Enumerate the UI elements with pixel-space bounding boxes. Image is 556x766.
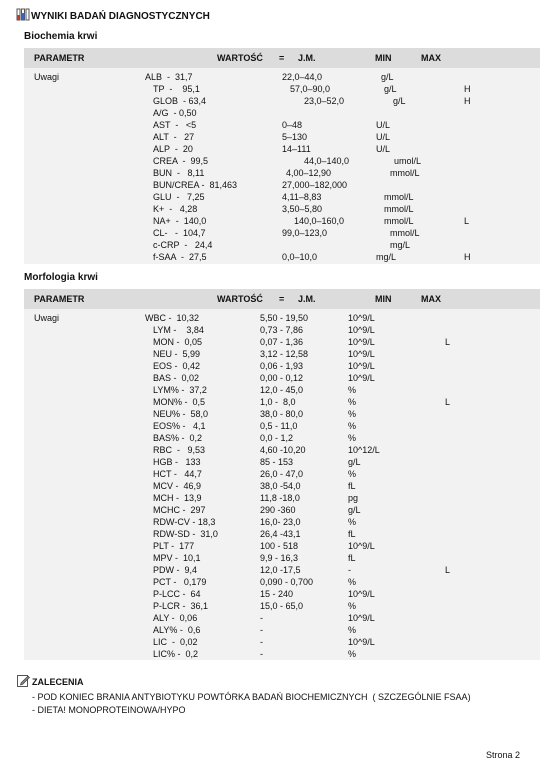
result-value: ALY - 0,06 <box>153 613 198 623</box>
result-unit: % <box>348 469 357 479</box>
section-title-biochemistry: Biochemia krwi <box>24 31 98 42</box>
result-unit: umol/L <box>394 156 422 166</box>
col-min: MIN <box>375 53 392 63</box>
result-value: BUN - 8,11 <box>153 168 205 178</box>
result-unit: mg/L <box>376 252 397 262</box>
reference-range: 290 -360 <box>260 505 296 515</box>
reference-range: 85 - 153 <box>260 457 294 467</box>
reference-range: 57,0–90,0 <box>290 84 331 94</box>
result-flag: H <box>464 252 471 262</box>
reference-range: 0,73 - 7,86 <box>260 325 304 335</box>
result-unit: % <box>348 517 357 527</box>
result-value: BAS - 0,02 <box>153 373 200 383</box>
result-value: LYM - 3,84 <box>153 325 204 335</box>
result-unit: 10^9/L <box>348 313 375 323</box>
result-unit: mg/L <box>390 240 411 250</box>
result-unit: 10^9/L <box>348 349 375 359</box>
result-unit: % <box>348 625 357 635</box>
col-value: WARTOŚĆ <box>217 294 263 304</box>
result-value: TP - 95,1 <box>153 84 200 94</box>
result-unit: g/L <box>381 72 394 82</box>
result-unit: g/L <box>393 96 406 106</box>
reference-range: 0–48 <box>282 120 303 130</box>
result-unit: 10^9/L <box>348 613 375 623</box>
reference-range: 5,50 - 19,50 <box>260 313 309 323</box>
result-unit: fL <box>348 553 356 563</box>
result-unit: U/L <box>376 132 391 142</box>
col-eq: = <box>279 53 285 63</box>
result-unit: % <box>348 577 357 587</box>
result-value: MCHC - 297 <box>153 505 206 515</box>
result-value: EOS - 0,42 <box>153 361 201 371</box>
result-value: c-CRP - 24,4 <box>153 240 213 250</box>
page-title: WYNIKI BADAŃ DIAGNOSTYCZNYCH <box>31 11 210 22</box>
result-unit: 10^12/L <box>348 445 380 455</box>
result-unit: 10^9/L <box>348 589 375 599</box>
reference-range: 4,60 -10,20 <box>260 445 306 455</box>
result-flag: H <box>464 96 471 106</box>
result-value: NEU - 5,99 <box>153 349 201 359</box>
result-value: HCT - 44,7 <box>153 469 202 479</box>
reference-range: 1,0 - 8,0 <box>260 397 296 407</box>
reference-range: 3,50–5,80 <box>282 204 323 214</box>
result-value: ALB - 31,7 <box>145 72 193 82</box>
result-value: GLOB - 63,4 <box>153 96 207 106</box>
result-value: EOS% - 4,1 <box>153 421 206 431</box>
result-unit: % <box>348 601 357 611</box>
result-unit: - <box>348 565 351 575</box>
reference-range: - <box>260 625 263 635</box>
col-value: WARTOŚĆ <box>217 53 263 63</box>
col-unit: J.M. <box>298 294 316 304</box>
result-value: BAS% - 0,2 <box>153 433 203 443</box>
result-value: CREA - 99,5 <box>153 156 209 166</box>
result-value: ALY% - 0,6 <box>153 625 201 635</box>
reference-range: 0,090 - 0,700 <box>260 577 314 587</box>
result-flag: L <box>445 337 451 347</box>
col-param: PARAMETR <box>34 53 85 63</box>
result-unit: mmol/L <box>390 168 420 178</box>
reference-range: 15 - 240 <box>260 589 294 599</box>
page-number: Strona 2 <box>486 750 521 760</box>
result-value: BUN/CREA - 81,463 <box>153 180 238 190</box>
result-flag: L <box>464 216 470 226</box>
result-value: MPV - 10,1 <box>153 553 201 563</box>
result-unit: U/L <box>376 144 391 154</box>
reference-range: 4,11–8,83 <box>282 192 322 202</box>
reference-range: 140,0–160,0 <box>294 216 345 226</box>
result-unit: 10^9/L <box>348 373 375 383</box>
reference-range: 12,0 - 45,0 <box>260 385 304 395</box>
col-max: MAX <box>421 294 441 304</box>
reference-range: - <box>260 637 263 647</box>
table-header-biochemistry <box>24 48 540 68</box>
result-unit: 10^9/L <box>348 637 375 647</box>
reference-range: 15,0 - 65,0 <box>260 601 304 611</box>
recommendation-line: - DIETA! MONOPROTEINOWA/HYPO <box>32 705 186 715</box>
reference-range: 11,8 -18,0 <box>260 493 300 503</box>
reference-range: 0,0 - 1,2 <box>260 433 294 443</box>
reference-range: 0,00 - 0,12 <box>260 373 304 383</box>
reference-range: 16,0- 23,0 <box>260 517 301 527</box>
result-unit: 10^9/L <box>348 337 375 347</box>
result-value: ALT - 27 <box>153 132 195 142</box>
section-title-morphology: Morfologia krwi <box>24 272 98 283</box>
result-value: K+ - 4,28 <box>153 204 198 214</box>
lab-tubes-icon <box>16 8 30 27</box>
remarks-label: Uwagi <box>34 313 60 323</box>
col-param: PARAMETR <box>34 294 85 304</box>
result-value: f-SAA - 27,5 <box>153 252 207 262</box>
reference-range: 22,0–44,0 <box>282 72 323 82</box>
result-value: P-LCC - 64 <box>153 589 201 599</box>
reference-range: 14–111 <box>282 144 311 154</box>
result-unit: pg <box>348 493 359 503</box>
result-unit: % <box>348 409 357 419</box>
result-unit: U/L <box>376 120 391 130</box>
result-value: NA+ - 140,0 <box>153 216 207 226</box>
reference-range: 0,5 - 11,0 <box>260 421 298 431</box>
result-value: LYM% - 37,2 <box>153 385 207 395</box>
result-unit: fL <box>348 529 356 539</box>
remarks-label: Uwagi <box>34 72 60 82</box>
result-flag: L <box>445 397 451 407</box>
result-value: GLU - 7,25 <box>153 192 205 202</box>
reference-range: 44,0–140,0 <box>304 156 350 166</box>
result-unit: 10^9/L <box>348 541 375 551</box>
result-unit: % <box>348 397 357 407</box>
reference-range: 38,0 - 80,0 <box>260 409 304 419</box>
result-unit: mmol/L <box>384 192 414 202</box>
result-value: HGB - 133 <box>153 457 201 467</box>
result-unit: % <box>348 649 357 659</box>
result-value: RDW-CV - 18,3 <box>153 517 216 527</box>
result-unit: 10^9/L <box>348 325 375 335</box>
result-value: MCH - 13,9 <box>153 493 202 503</box>
reference-range: 23,0–52,0 <box>304 96 345 106</box>
col-min: MIN <box>375 294 392 304</box>
result-value: PDW - 9,4 <box>153 565 198 575</box>
reference-range: - <box>260 649 263 659</box>
reference-range: 0,0–10,0 <box>282 252 318 262</box>
result-value: NEU% - 58,0 <box>153 409 209 419</box>
result-value: AST - <5 <box>153 120 197 130</box>
result-value: RDW-SD - 31,0 <box>153 529 218 539</box>
pencil-note-icon <box>17 674 30 692</box>
recommendation-line: - POD KONIEC BRANIA ANTYBIOTYKU POWTÓRKA BADAŃ BIOCHEMICZNYCH ( SZCZEGÓLNIE FSAA) <box>32 692 471 702</box>
result-value: ALP - 20 <box>153 144 193 154</box>
recommendations-title: ZALECENIA <box>32 677 84 687</box>
result-unit: % <box>348 433 357 443</box>
results-panel-morphology <box>24 309 540 660</box>
reference-range: 12,0 -17,5 <box>260 565 301 575</box>
result-unit: g/L <box>348 505 361 515</box>
result-flag: H <box>464 84 471 94</box>
result-value: P-LCR - 36,1 <box>153 601 209 611</box>
reference-range: 0,07 - 1,36 <box>260 337 304 347</box>
reference-range: 27,000–182,000 <box>282 180 348 190</box>
col-max: MAX <box>421 53 441 63</box>
col-eq: = <box>279 294 285 304</box>
table-header-morphology <box>24 289 540 309</box>
reference-range: 38,0 -54,0 <box>260 481 301 491</box>
result-value: LIC - 0,02 <box>153 637 198 647</box>
result-value: LIC% - 0,2 <box>153 649 199 659</box>
reference-range: 9,9 - 16,3 <box>260 553 299 563</box>
reference-range: - <box>260 613 263 623</box>
result-value: MON% - 0,5 <box>153 397 206 407</box>
result-unit: mmol/L <box>384 216 414 226</box>
reference-range: 26,4 -43,1 <box>260 529 301 539</box>
result-value: RBC - 9,53 <box>153 445 206 455</box>
result-value: MCV - 46,9 <box>153 481 202 491</box>
reference-range: 5–130 <box>282 132 308 142</box>
reference-range: 26,0 - 47,0 <box>260 469 304 479</box>
result-unit: % <box>348 421 357 431</box>
reference-range: 99,0–123,0 <box>282 228 328 238</box>
result-unit: mmol/L <box>384 204 414 214</box>
reference-range: 100 - 518 <box>260 541 299 551</box>
reference-range: 3,12 - 12,58 <box>260 349 309 359</box>
result-unit: % <box>348 385 357 395</box>
reference-range: 0,06 - 1,93 <box>260 361 304 371</box>
result-value: A/G - 0,50 <box>153 108 197 118</box>
result-unit: g/L <box>384 84 397 94</box>
results-panel-biochemistry <box>24 68 540 264</box>
result-flag: L <box>445 565 451 575</box>
result-unit: mmol/L <box>390 228 420 238</box>
result-value: PCT - 0,179 <box>153 577 207 587</box>
col-unit: J.M. <box>298 53 316 63</box>
result-unit: 10^9/L <box>348 361 375 371</box>
result-value: PLT - 177 <box>153 541 195 551</box>
result-value: CL- - 104,7 <box>153 228 206 238</box>
result-value: WBC - 10,32 <box>145 313 200 323</box>
result-unit: g/L <box>348 457 361 467</box>
result-unit: fL <box>348 481 356 491</box>
reference-range: 4,00–12,90 <box>286 168 332 178</box>
result-value: MON - 0,05 <box>153 337 203 347</box>
